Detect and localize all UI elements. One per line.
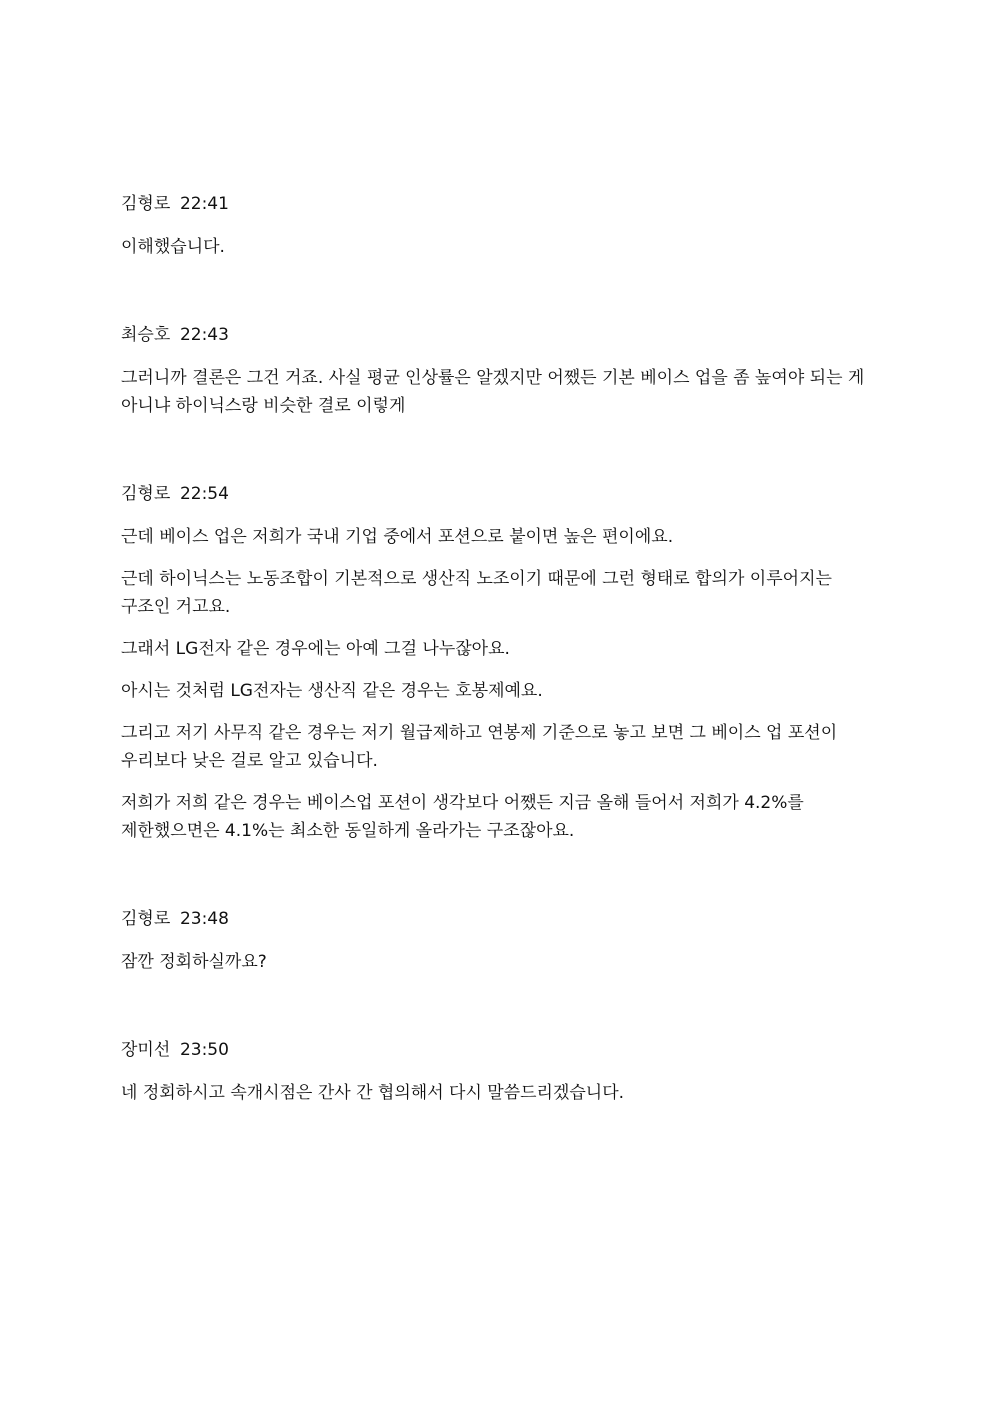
transcript-entry — [121, 321, 873, 420]
utterance: 잠깐 정회하실까요? — [121, 952, 267, 972]
transcript-entry — [121, 480, 873, 845]
utterance: 근데 하이닉스는 노동조합이 기본적으로 생산직 노조이기 때문에 그런 형태로 합의가 이루어지는 구조인 거고요. — [121, 569, 832, 617]
timestamp: 22:43 — [179, 325, 229, 345]
utterance: 그래서 LG전자 같은 경우에는 아예 그걸 나누잖아요. — [121, 639, 510, 659]
utterance: 그리고 저기 사무직 같은 경우는 저기 월급제하고 연봉제 기준으로 놓고 보면 그 베이스 업 포션이 우리보다 낮은 걸로 알고 있습니다. — [121, 723, 838, 771]
speaker-line — [121, 905, 873, 933]
transcript-entry — [121, 190, 873, 261]
speaker-line — [121, 1036, 873, 1064]
transcript — [121, 190, 873, 1167]
speaker-name: 김형로 — [121, 909, 171, 929]
transcript-entry — [121, 1036, 873, 1107]
timestamp: 22:54 — [179, 484, 229, 504]
speaker-name: 김형로 — [121, 484, 171, 504]
speaker-line — [121, 190, 873, 218]
speaker-name: 김형로 — [121, 194, 171, 214]
timestamp: 23:50 — [179, 1040, 229, 1060]
transcript-entry — [121, 905, 873, 976]
utterance: 근데 베이스 업은 저희가 국내 기업 중에서 포션으로 붙이면 높은 편이에요. — [121, 527, 674, 547]
speaker-line — [121, 480, 873, 508]
utterance: 네 정회하시고 속개시점은 간사 간 협의해서 다시 말씀드리겠습니다. — [121, 1083, 625, 1103]
utterance: 아시는 것처럼 LG전자는 생산직 같은 경우는 호봉제예요. — [121, 681, 543, 701]
utterance: 이해했습니다. — [121, 237, 225, 257]
speaker-line — [121, 321, 873, 349]
utterance: 그러니까 결론은 그건 거죠. 사실 평균 인상률은 알겠지만 어쨌든 기본 베이스 업을 좀 높여야 되는 게 아니냐 하이닉스랑 비슷한 결로 이렇게 — [121, 368, 865, 416]
timestamp: 22:41 — [179, 194, 229, 214]
speaker-name: 최승호 — [121, 325, 171, 345]
utterance: 저희가 저희 같은 경우는 베이스업 포션이 생각보다 어쨌든 지금 올해 들어서 저희가 4.2%를 제한했으면은 4.1%는 최소한 동일하게 올라가는 구조잖아요. — [121, 793, 804, 841]
speaker-name: 장미선 — [121, 1040, 171, 1060]
timestamp: 23:48 — [179, 909, 229, 929]
